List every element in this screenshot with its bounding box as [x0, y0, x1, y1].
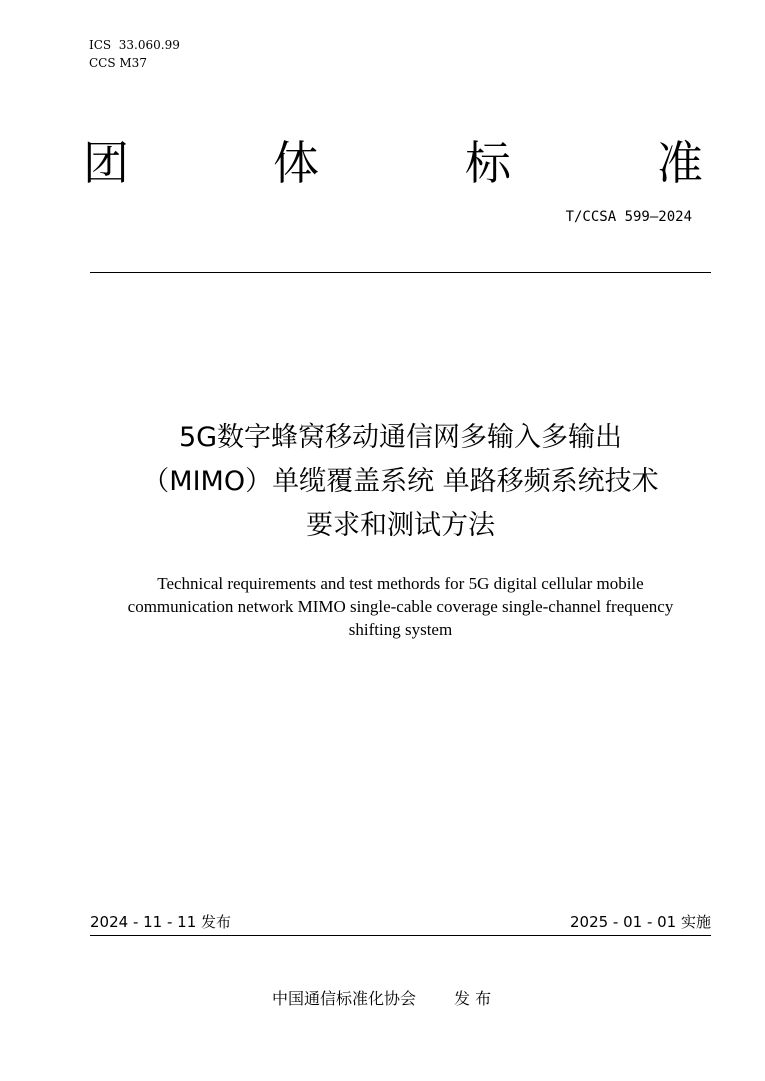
issue-date: 2024 - 11 - 11 发布	[90, 913, 232, 931]
heading-char-3: 标	[465, 136, 511, 190]
top-divider	[90, 272, 711, 273]
publisher-line	[272, 988, 491, 1010]
chinese-title-line-3: 要求和测试方法	[306, 510, 495, 541]
chinese-title	[90, 416, 711, 548]
classification-codes	[89, 36, 180, 72]
implementation-date: 2025 - 01 - 01 实施	[569, 913, 711, 931]
standard-type-heading	[83, 133, 705, 193]
english-title-line-1: Technical requirements and test methords for 5G digital cellular mobile	[157, 574, 644, 593]
bottom-divider	[90, 935, 711, 936]
english-title	[90, 572, 711, 641]
heading-char-4: 准	[657, 136, 703, 190]
publish-label: 发 布	[454, 989, 492, 1008]
standard-number: T/CCSA 599—2024	[565, 209, 692, 225]
chinese-title-line-1: 5G数字蜂窝移动通信网多输入多输出	[178, 422, 623, 453]
ccs-code: CCS M37	[89, 56, 147, 70]
ics-code: ICS 33.060.99	[89, 38, 180, 52]
chinese-title-line-2: （MIMO）单缆覆盖系统 单路移频系统技术	[142, 466, 659, 497]
heading-char-1: 团	[83, 136, 129, 190]
publisher-name: 中国通信标准化协会	[272, 989, 417, 1008]
english-title-line-3: shifting system	[348, 620, 453, 639]
date-row	[90, 911, 711, 933]
heading-char-2: 体	[273, 136, 319, 190]
english-title-line-2: communication network MIMO single-cable coverage single-channel frequency	[127, 597, 674, 616]
